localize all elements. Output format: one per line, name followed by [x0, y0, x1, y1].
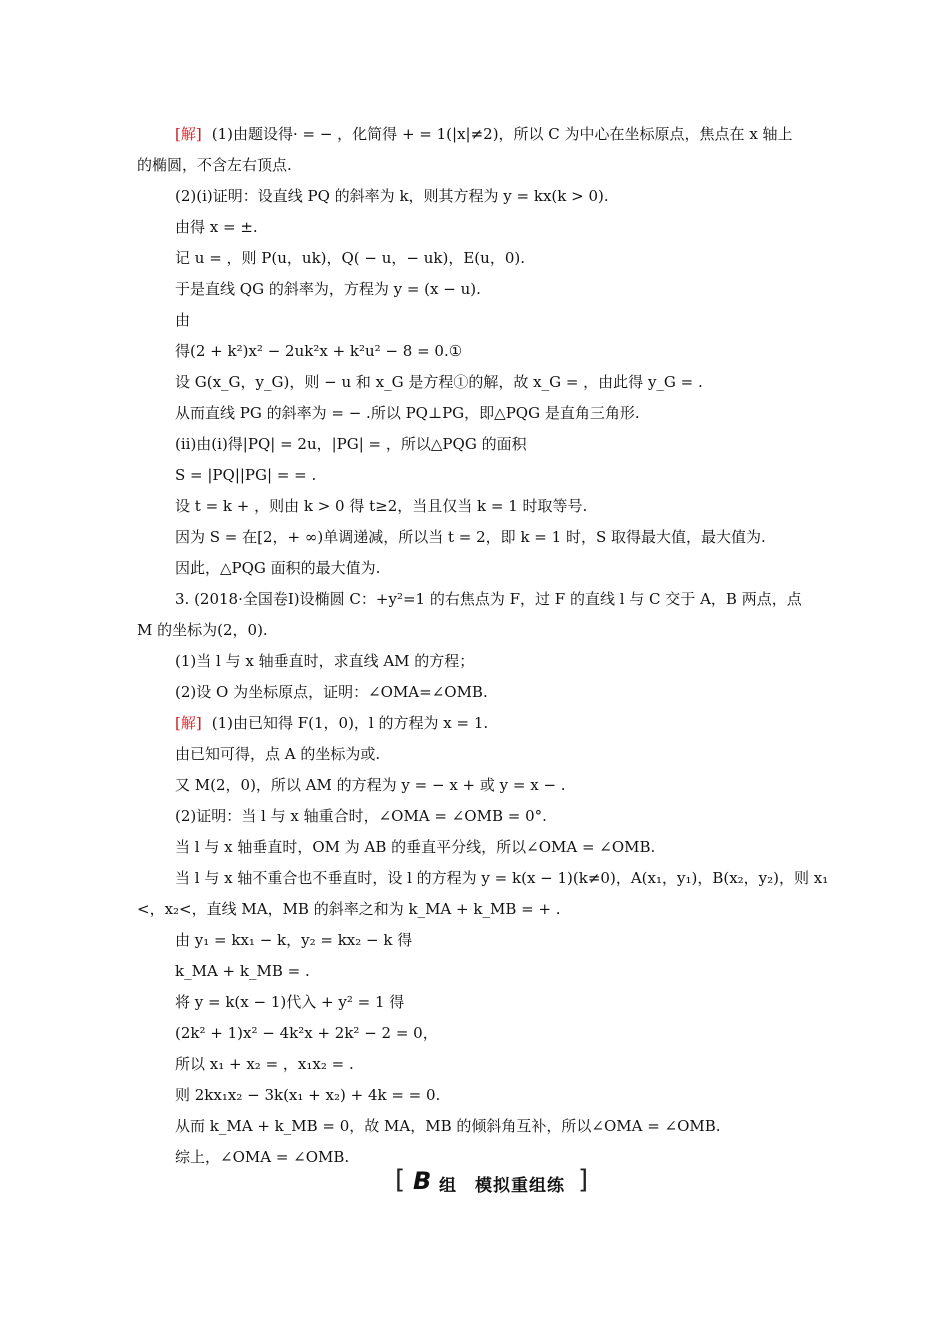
- line-text: 所以 x₁ + x₂ = ，x₁x₂ = .: [175, 1055, 354, 1073]
- line-text: 由: [175, 311, 191, 329]
- line-text: (1)由已知得 F(1，0)，l 的方程为 x = 1.: [211, 714, 489, 732]
- line-text: 3. (2018·全国卷Ⅰ)设椭圆 C：+y²=1 的右焦点为 F，过 F 的直线 l 与 C 交于 A，B 两点，点: [175, 590, 802, 608]
- line-text: (1)由题设得· = − ，化简得 + = 1(|x|≠2)，所以 C 为中心在坐标原点，焦点在 x 轴上: [211, 125, 793, 143]
- line-text: <，x₂<，直线 MA，MB 的斜率之和为 k_MA + k_MB = + .: [137, 900, 561, 918]
- section-title: 组 模拟重组练: [439, 1176, 565, 1196]
- line-text: (ⅱ)由(ⅰ)得|PQ| = 2u，|PG| = ，所以△PQG 的面积: [175, 435, 527, 453]
- line-text: 记 u = ，则 P(u，uk)，Q( − u，− uk)，E(u，0).: [175, 249, 525, 267]
- line-text: (2)(ⅰ)证明：设直线 PQ 的斜率为 k，则其方程为 y = kx(k > 0).: [175, 187, 609, 205]
- line-text: 当 l 与 x 轴不重合也不垂直时，设 l 的方程为 y = k(x − 1)(k≠0)，A(x₁，y₁)，B(x₂，y₂)，则 x₁: [175, 869, 829, 887]
- line-text: 当 l 与 x 轴垂直时，OM 为 AB 的垂直平分线，所以∠OMA = ∠OMB.: [175, 838, 656, 856]
- line-text: 由已知可得，点 A 的坐标为或.: [175, 745, 381, 763]
- line-text: 于是直线 QG 的斜率为，方程为 y = (x − u).: [175, 280, 481, 298]
- line-text: 则 2kx₁x₂ − 3k(x₁ + x₂) + 4k = = 0.: [175, 1086, 441, 1104]
- line-text: (2)证明：当 l 与 x 轴重合时，∠OMA = ∠OMB = 0°.: [175, 807, 547, 825]
- line-text: (1)当 l 与 x 轴垂直时，求直线 AM 的方程；: [175, 652, 475, 670]
- solution-tag: [解]: [175, 125, 202, 143]
- line-text: 因此，△PQG 面积的最大值为.: [175, 559, 381, 577]
- line-text: 综上，∠OMA = ∠OMB.: [175, 1148, 350, 1166]
- line-text: 得(2 + k²)x² − 2uk²x + k²u² − 8 = 0.①: [175, 342, 463, 360]
- left-bracket: [: [395, 1165, 406, 1195]
- line-text: k_MA + k_MB = .: [175, 962, 310, 980]
- line-text: 将 y = k(x − 1)代入 + y² = 1 得: [175, 993, 405, 1011]
- section-header: [395, 1166, 595, 1196]
- line-text: 设 t = k + ，则由 k > 0 得 t≥2，当且仅当 k = 1 时取等号.: [175, 497, 588, 515]
- right-bracket: ]: [578, 1165, 589, 1195]
- line-text: 又 M(2，0)，所以 AM 的方程为 y = − x + 或 y = x − .: [175, 776, 566, 794]
- line-text: 因为 S = 在[2，+ ∞)单调递减，所以当 t = 2，即 k = 1 时，S 取得最大值，最大值为.: [175, 528, 766, 546]
- section-letter: B: [413, 1167, 432, 1195]
- line-text: 设 G(x_G，y_G)，则 − u 和 x_G 是方程①的解，故 x_G = ，由此得 y_G = .: [175, 373, 703, 391]
- line-text: 的椭圆，不含左右顶点.: [137, 156, 292, 174]
- solution-tag: [解]: [175, 714, 202, 732]
- line-text: M 的坐标为(2，0).: [137, 621, 268, 639]
- line-text: 由得 x = ±.: [175, 218, 258, 236]
- line-text: 由 y₁ = kx₁ − k，y₂ = kx₂ − k 得: [175, 931, 413, 949]
- line-text: (2k² + 1)x² − 4k²x + 2k² − 2 = 0，: [175, 1024, 438, 1042]
- line-text: S = |PQ||PG| = = .: [175, 466, 317, 484]
- line-text: (2)设 O 为坐标原点，证明：∠OMA=∠OMB.: [175, 683, 488, 701]
- line-text: 从而直线 PG 的斜率为 = − .所以 PQ⊥PG，即△PQG 是直角三角形.: [175, 404, 640, 422]
- line-text: 从而 k_MA + k_MB = 0，故 MA，MB 的倾斜角互补，所以∠OMA = ∠OMB.: [175, 1117, 721, 1135]
